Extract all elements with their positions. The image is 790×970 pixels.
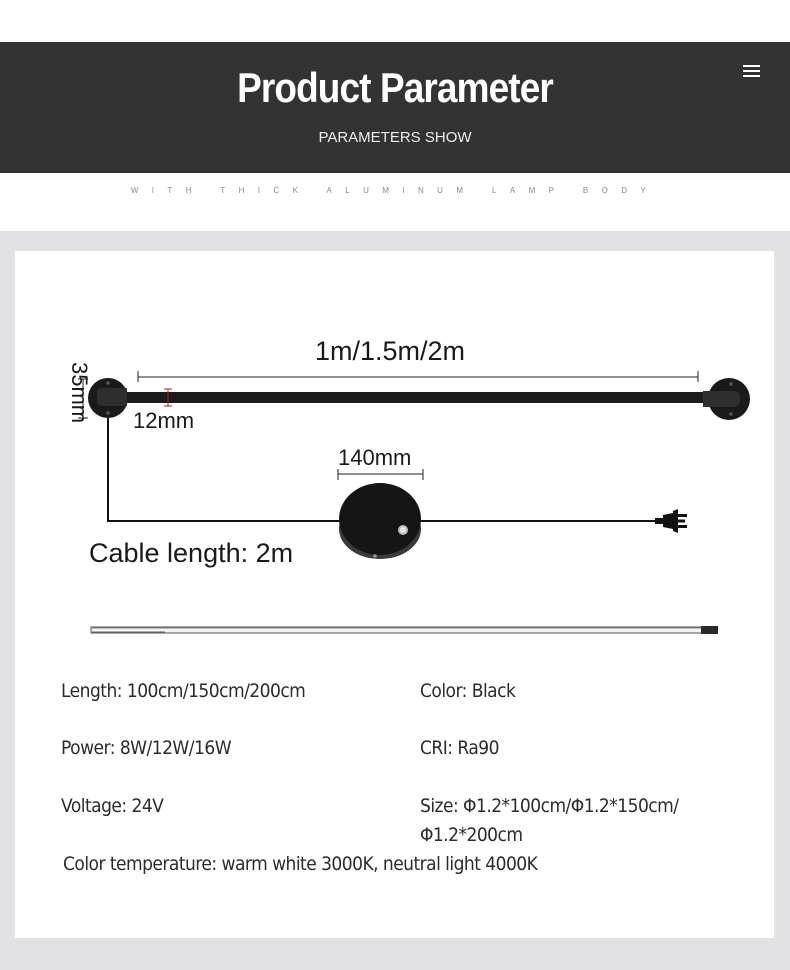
power-plug-icon bbox=[655, 509, 687, 533]
tagline: WITH THICK ALUMINUM LAMP BODY bbox=[130, 186, 660, 195]
spec-color-temperature: Color temperature: warm white 3000K, neutral light 4000K bbox=[63, 853, 538, 875]
spec-cri: CRI: Ra90 bbox=[420, 737, 499, 759]
menu-bar bbox=[743, 75, 760, 77]
mount-height-label: 35mm bbox=[67, 362, 92, 424]
menu-bar bbox=[743, 65, 760, 67]
page-subtitle: PARAMETERS SHOW bbox=[318, 129, 472, 146]
dimmer-diameter-label: 140mm bbox=[338, 445, 412, 470]
wall-mount-icon bbox=[703, 378, 750, 420]
wall-mount-icon bbox=[88, 378, 128, 418]
parameter-card bbox=[15, 251, 774, 938]
light-tube-icon bbox=[91, 626, 718, 634]
light-rod bbox=[125, 392, 705, 403]
spec-length: Length: 100cm/150cm/200cm bbox=[61, 680, 306, 702]
rod-diameter-label: 12mm bbox=[133, 408, 195, 433]
page-title: Product Parameter bbox=[237, 64, 553, 111]
rod-length-label: 1m/1.5m/2m bbox=[315, 336, 466, 366]
dimmer-switch-icon bbox=[339, 483, 421, 559]
spec-power: Power: 8W/12W/16W bbox=[61, 737, 232, 759]
menu-bar bbox=[743, 70, 760, 72]
cable-length-label: Cable length: 2m bbox=[89, 538, 294, 568]
spec-color: Color: Black bbox=[420, 680, 516, 702]
spec-size-line2: Φ1.2*200cm bbox=[420, 824, 523, 846]
spec-voltage: Voltage: 24V bbox=[61, 795, 164, 817]
header-banner bbox=[0, 42, 790, 173]
spec-size-line1: Size: Φ1.2*100cm/Φ1.2*150cm/ bbox=[420, 795, 679, 817]
hamburger-menu-icon[interactable] bbox=[743, 64, 761, 79]
rod-length-dimension bbox=[138, 371, 698, 382]
